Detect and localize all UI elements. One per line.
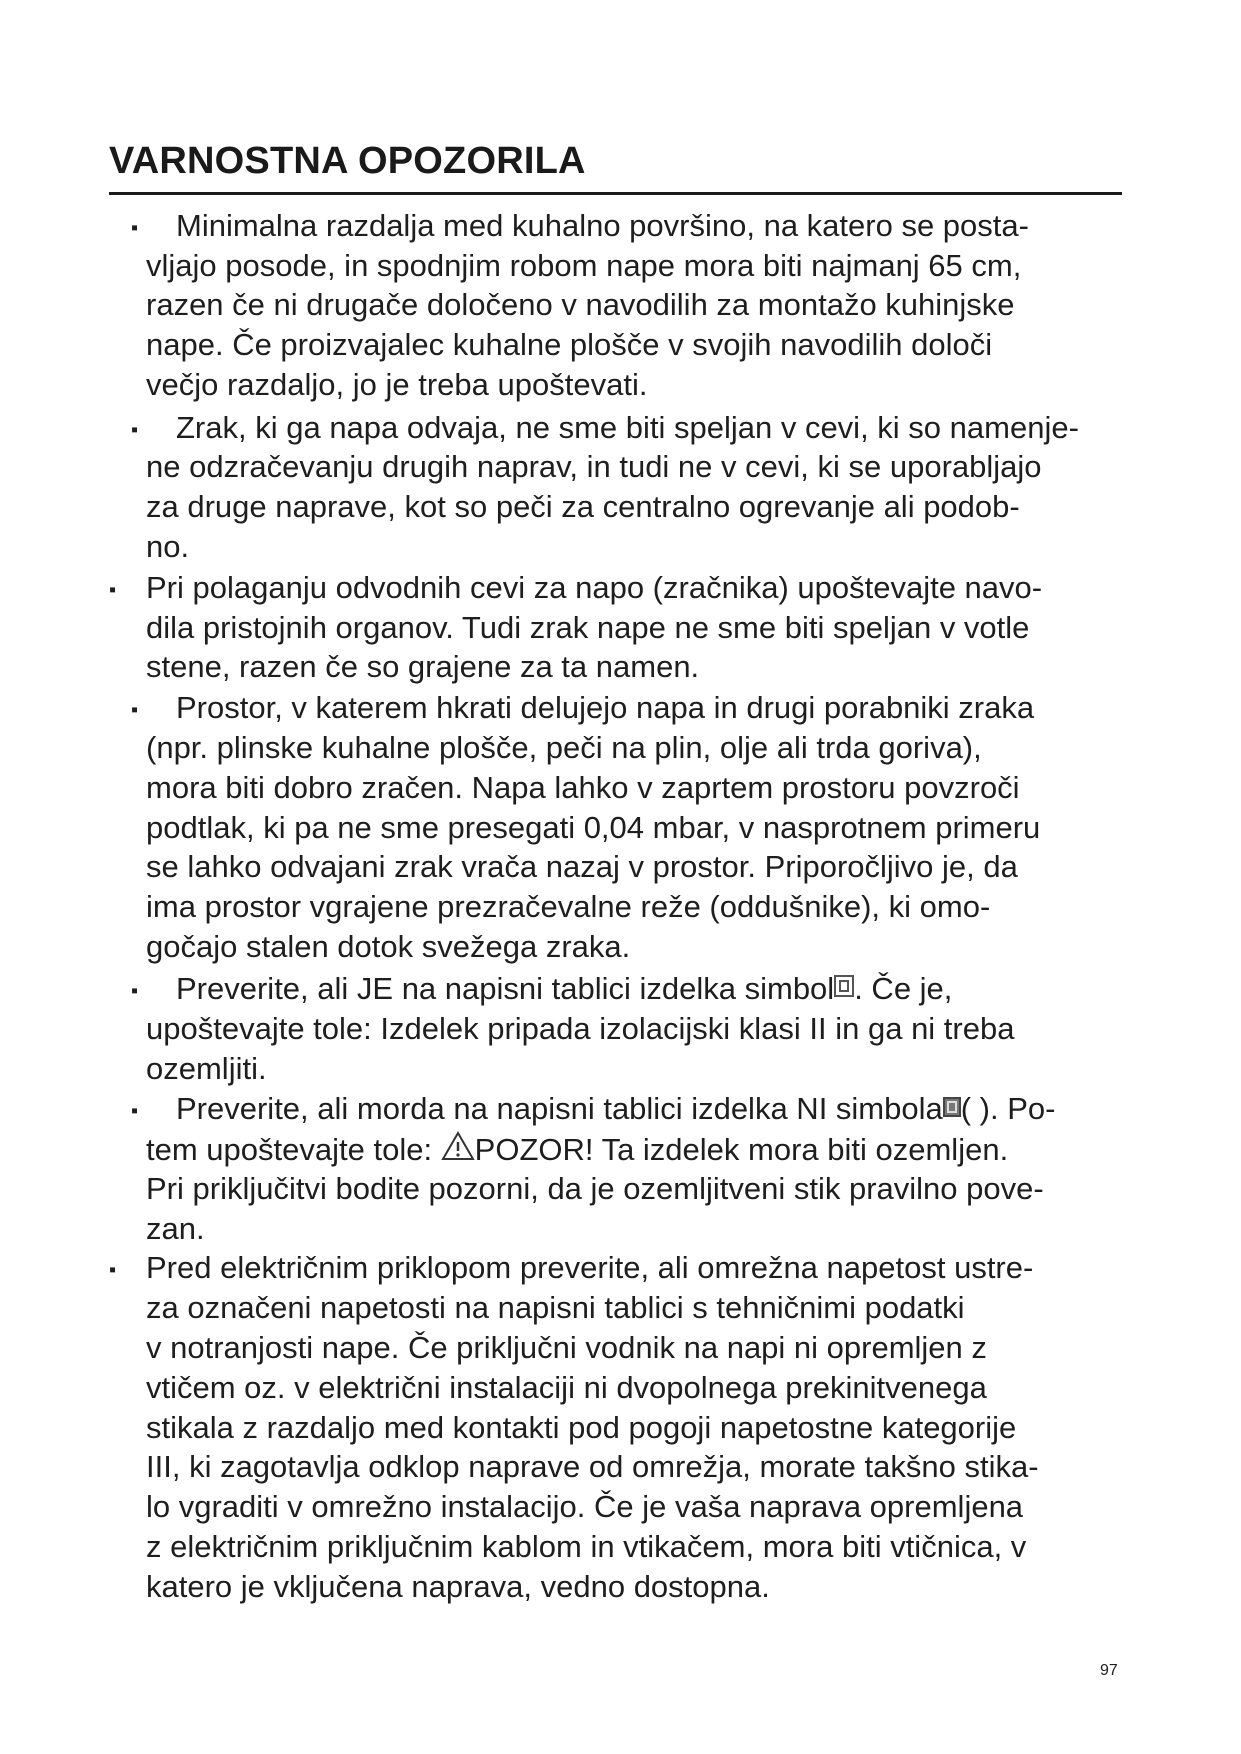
title-divider (109, 192, 1122, 195)
item-2-line-1: Zrak, ki ga napa odvaja, ne sme biti speljan v cevi, ki so namenje- (176, 410, 1079, 445)
item-4-line-7: gočajo stalen dotok svežega zraka. (146, 929, 631, 964)
item-4-line-6: ima prostor vgrajene prezračevalne reže (oddušnike), ki omo- (146, 889, 991, 924)
item-4-line-5: se lahko odvajani zrak vrača nazaj v prostor. Priporočljivo je, da (146, 849, 1018, 884)
bullet-marker: ▪ (109, 1259, 117, 1281)
item-7-line-4: vtičem oz. v električni instalaciji ni dvopolnega prekinitvenega (146, 1370, 987, 1405)
item-1-line-2: vljajo posode, in spodnjim robom nape mora biti najmanj 65 cm, (146, 248, 1022, 283)
item-1-line-3: razen če ni drugače določeno v navodilih za montažo kuhinjske (146, 287, 1015, 322)
item-1-line-4: nape. Če proizvajalec kuhalne plošče v svojih navodilih določi (146, 327, 993, 362)
item-7-line-2: za označeni napetosti na napisni tablici s tehničnimi podatki (146, 1290, 965, 1325)
item-4-line-3: mora biti dobro zračen. Napa lahko v zaprtem prostoru povzroči (146, 770, 1020, 805)
item-6-line-1: Preverite, ali morda na napisni tablici izdelka NI simbola ( ). Po- (176, 1091, 1055, 1129)
bullet-marker: ▪ (131, 980, 139, 1002)
item-3-line-1: Pri polaganju odvodnih cevi za napo (zračnika) upoštevajte navo- (146, 570, 1043, 605)
item-7-line-5: stikala z razdaljo med kontakti pod pogoji napetostne kategorije (146, 1410, 1017, 1445)
item-7-line-1: Pred električnim priklopom preverite, ali omrežna napetost ustre- (146, 1250, 1034, 1285)
insulation-class-ii-icon (943, 1093, 961, 1129)
item-1-line-1: Minimalna razdalja med kuhalno površino, na katero se posta- (176, 208, 1029, 243)
item-7-line-9: katero je vključena naprava, vedno dostopna. (146, 1569, 770, 1604)
item-5-line-2: upoštevajte tole: Izdelek pripada izolacijski klasi II in ga ni treba (146, 1011, 1015, 1046)
item-4-line-4: podtlak, ki pa ne sme presegati 0,04 mbar, v nasprotnem primeru (146, 810, 1041, 845)
item-6-line-3: Pri priključitvi bodite pozorni, da je ozemljitveni stik pravilno pove- (146, 1171, 1044, 1206)
item-7-line-6: III, ki zagotavlja odklop naprave od omrežja, morate takšno stika- (146, 1449, 1039, 1484)
item-6-line-4: zan. (146, 1211, 205, 1246)
bullet-marker: ▪ (131, 217, 139, 239)
item-2-line-4: no. (146, 529, 190, 564)
item-3-line-3: stene, razen če so grajene za ta namen. (146, 649, 700, 684)
item-2-line-3: za druge naprave, kot so peči za centralno ogrevanje ali podob- (146, 489, 1020, 524)
warning-triangle-icon (441, 1131, 475, 1173)
bullet-marker: ▪ (131, 1100, 139, 1122)
bullet-marker: ▪ (131, 419, 139, 441)
item-7-line-7: lo vgraditi v omrežno instalacijo. Če je vaša naprava opremljena (146, 1489, 1024, 1524)
page-number: 97 (1100, 1662, 1118, 1679)
item-3-line-2: dila pristojnih organov. Tudi zrak nape ne sme biti speljan v votle (146, 610, 1030, 645)
item-1-line-5: večjo razdaljo, jo je treba upoštevati. (146, 367, 648, 402)
insulation-class-ii-icon (834, 973, 854, 1009)
item-4-line-2: (npr. plinske kuhalne plošče, peči na plin, olje ali trda goriva), (146, 730, 982, 765)
item-2-line-2: ne odzračevanju drugih naprav, in tudi ne v cevi, ki se uporabljajo (146, 449, 1042, 484)
item-7-line-3: v notranjosti nape. Če priključni vodnik na napi ni opremljen z (146, 1330, 987, 1365)
bullet-marker: ▪ (109, 579, 117, 601)
page-title: VARNOSTNA OPOZORILA (109, 140, 586, 182)
item-4-line-1: Prostor, v katerem hkrati delujejo napa in drugi porabniki zraka (176, 690, 1035, 725)
item-5-line-3: ozemljiti. (146, 1051, 267, 1086)
bullet-marker: ▪ (131, 699, 139, 721)
item-6-line-2: tem upoštevajte tole: POZOR! Ta izdelek mora biti ozemljen. (146, 1131, 1008, 1173)
item-7-line-8: z električnim priključnim kablom in vtikačem, mora biti vtičnica, v (146, 1529, 1027, 1564)
item-5-line-1: Preverite, ali JE na napisni tablici izdelka simbol . Če je, (176, 971, 952, 1009)
